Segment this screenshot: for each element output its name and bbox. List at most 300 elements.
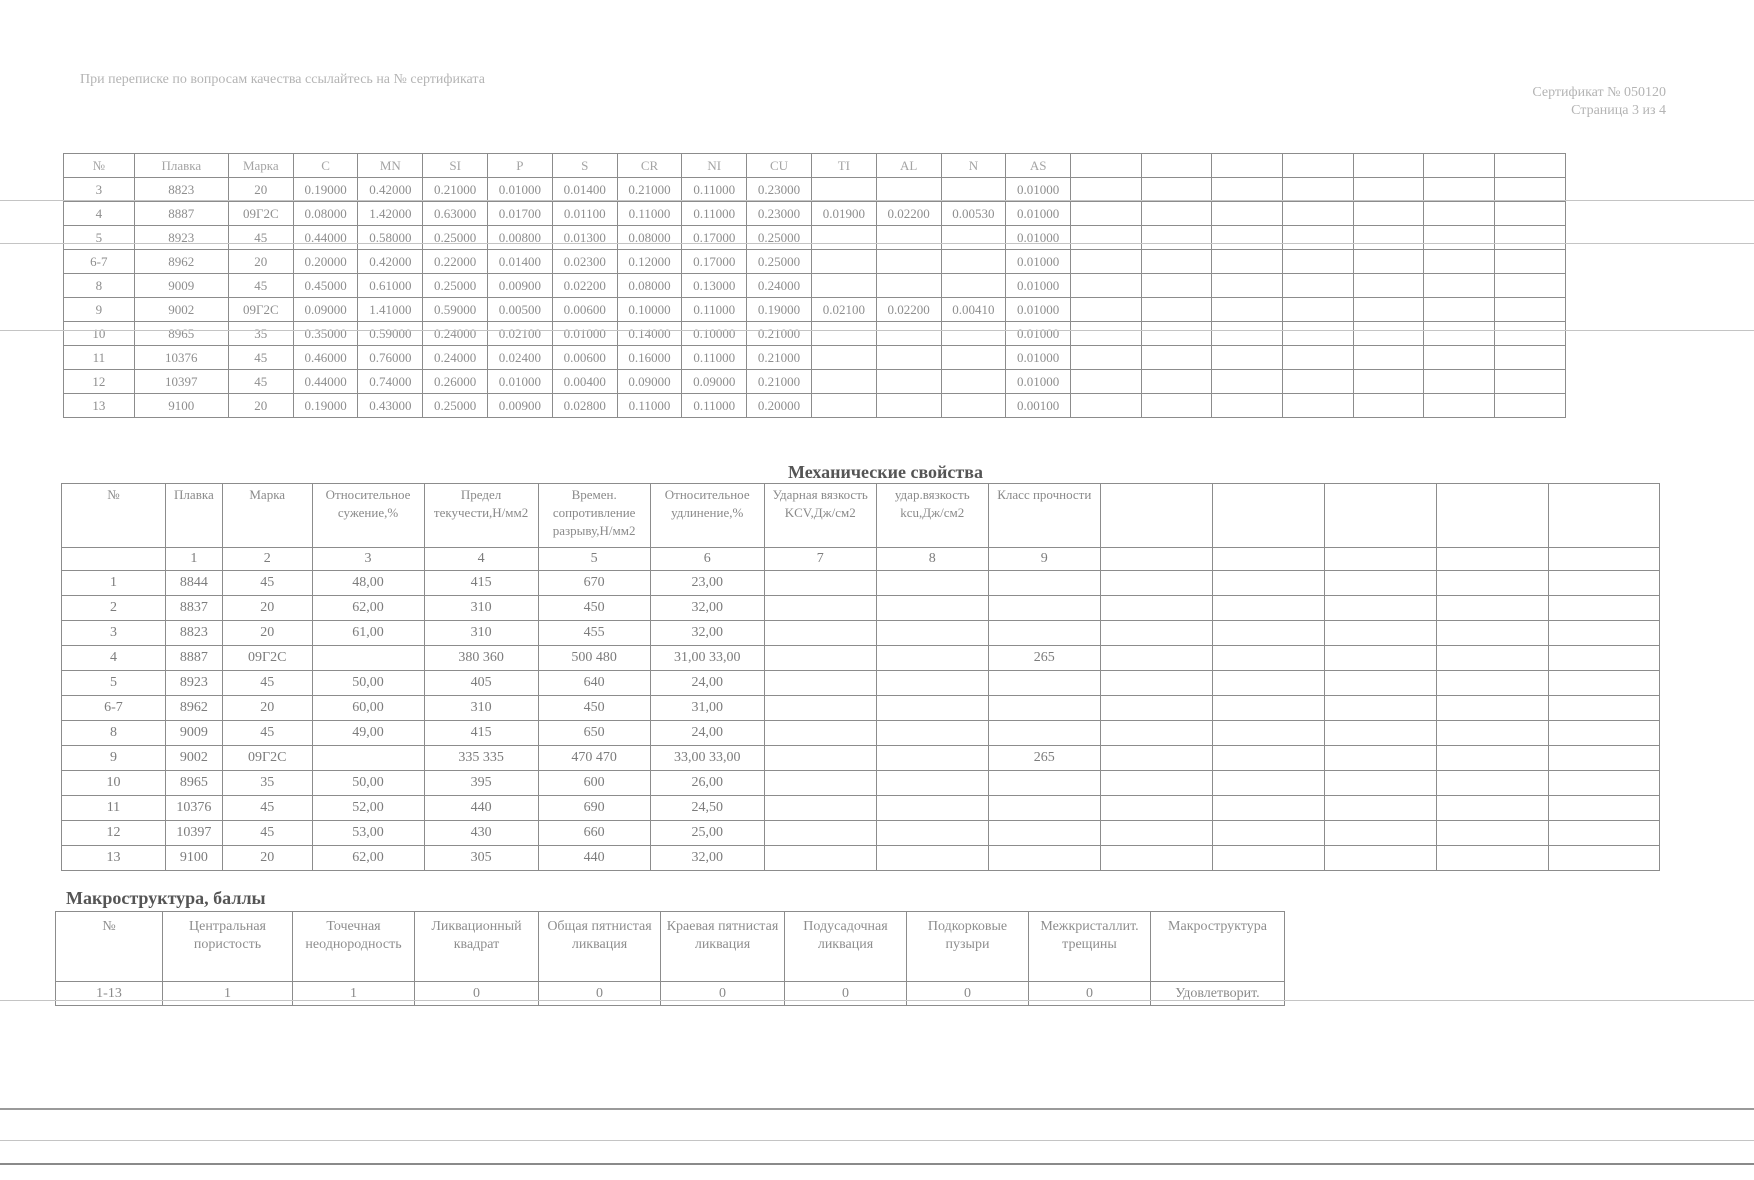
column-number (62, 548, 166, 571)
table-cell (1283, 274, 1354, 298)
column-header: Подкорковые пузыри (907, 912, 1029, 982)
table-cell (1436, 746, 1548, 771)
table-cell: 1 (62, 571, 166, 596)
table-cell: 24,00 (650, 671, 764, 696)
table-cell (764, 696, 876, 721)
table-cell: 0.23000 (747, 178, 812, 202)
table-cell: 12 (64, 370, 135, 394)
column-header: № (56, 912, 163, 982)
column-number: 2 (222, 548, 312, 571)
table-row (62, 721, 1660, 746)
table-cell (764, 646, 876, 671)
table-cell (1436, 596, 1548, 621)
column-header: Точечная неоднородность (293, 912, 415, 982)
table-cell (1324, 846, 1436, 871)
table-cell: 33,00 33,00 (650, 746, 764, 771)
table-cell: 1 (293, 982, 415, 1006)
table-cell: 45 (228, 346, 293, 370)
table-cell: 440 (538, 846, 650, 871)
table-cell: 660 (538, 821, 650, 846)
table-cell (1071, 298, 1142, 322)
table-cell (1353, 346, 1424, 370)
table-row (62, 671, 1660, 696)
table-cell: 0.42000 (358, 178, 423, 202)
table-cell: 600 (538, 771, 650, 796)
table-row (62, 621, 1660, 646)
table-cell: 0.25000 (423, 226, 488, 250)
table-cell (1141, 298, 1212, 322)
table-cell: 0.25000 (423, 274, 488, 298)
table-cell (1353, 322, 1424, 346)
table-cell: 8 (62, 721, 166, 746)
table-cell: 0.11000 (617, 394, 682, 418)
table-cell: 0.11000 (617, 202, 682, 226)
table-cell (811, 370, 876, 394)
table-cell (876, 671, 988, 696)
table-cell: 45 (222, 571, 312, 596)
table-cell (1100, 671, 1212, 696)
table-cell: 265 (988, 746, 1100, 771)
column-header (1212, 154, 1283, 178)
table-cell (876, 322, 941, 346)
table-cell: 09Г2С (228, 298, 293, 322)
table-cell (1495, 178, 1566, 202)
table-row (64, 178, 1566, 202)
table-cell: 0.00800 (488, 226, 553, 250)
certificate-header (1532, 84, 1666, 120)
table-cell: 0.01000 (488, 370, 553, 394)
table-cell (1212, 322, 1283, 346)
table-row (62, 746, 1660, 771)
table-cell: 5 (62, 671, 166, 696)
table-cell: 0.09000 (293, 298, 358, 322)
table-cell: 60,00 (312, 696, 424, 721)
table-cell: 31,00 (650, 696, 764, 721)
column-number (1548, 548, 1659, 571)
table-cell (1100, 771, 1212, 796)
table-cell (1212, 721, 1324, 746)
table-cell (941, 178, 1006, 202)
column-header (1283, 154, 1354, 178)
table-cell: 1 (163, 982, 293, 1006)
table-cell: 0.35000 (293, 322, 358, 346)
table-cell: 8965 (165, 771, 222, 796)
table-cell: 8962 (134, 250, 228, 274)
column-header: CR (617, 154, 682, 178)
table-cell (1324, 821, 1436, 846)
scan-artifact-line (0, 1163, 1754, 1165)
table-cell (1283, 202, 1354, 226)
table-cell (876, 250, 941, 274)
table-cell (1212, 178, 1283, 202)
table-cell: 1.41000 (358, 298, 423, 322)
table-cell (876, 178, 941, 202)
table-cell: 0.09000 (617, 370, 682, 394)
page-number: Страница 3 из 4 (1571, 103, 1666, 118)
column-header (1141, 154, 1212, 178)
table-cell (1141, 226, 1212, 250)
table-cell: 0.76000 (358, 346, 423, 370)
table-cell (1212, 596, 1324, 621)
column-number-row (62, 548, 1660, 571)
table-cell: 62,00 (312, 596, 424, 621)
table-cell: 11 (62, 796, 166, 821)
table-cell (876, 721, 988, 746)
table-cell: 0.02200 (876, 298, 941, 322)
table-cell: 52,00 (312, 796, 424, 821)
table-cell: 0.01000 (488, 178, 553, 202)
table-cell: 0.01000 (1006, 370, 1071, 394)
table-cell (312, 746, 424, 771)
table-cell (811, 322, 876, 346)
table-cell: 430 (424, 821, 538, 846)
table-cell: 9100 (134, 394, 228, 418)
table-cell (1100, 846, 1212, 871)
table-cell: 640 (538, 671, 650, 696)
table-cell: 0.01700 (488, 202, 553, 226)
column-header (1100, 484, 1212, 548)
table-cell (1353, 370, 1424, 394)
table-cell: 0.17000 (682, 250, 747, 274)
table-cell (1424, 346, 1495, 370)
table-cell: 49,00 (312, 721, 424, 746)
table-cell (1548, 621, 1659, 646)
table-cell: 0.19000 (293, 394, 358, 418)
table-cell (1141, 178, 1212, 202)
table-cell (988, 846, 1100, 871)
table-cell (764, 796, 876, 821)
table-cell: 265 (988, 646, 1100, 671)
table-cell: 0.11000 (682, 298, 747, 322)
table-cell: 0.20000 (747, 394, 812, 418)
table-cell (1324, 696, 1436, 721)
table-cell (1212, 646, 1324, 671)
table-cell (876, 370, 941, 394)
table-cell: 0.00900 (488, 274, 553, 298)
table-row (64, 346, 1566, 370)
table-cell (1548, 846, 1659, 871)
table-cell: 0.25000 (747, 250, 812, 274)
table-cell: 0 (1029, 982, 1151, 1006)
table-cell: 0.43000 (358, 394, 423, 418)
table-cell: 0.25000 (423, 394, 488, 418)
table-cell: 0.13000 (682, 274, 747, 298)
table-cell (1436, 696, 1548, 721)
table-cell: 0.21000 (747, 370, 812, 394)
table-cell (1424, 322, 1495, 346)
table-cell (1424, 298, 1495, 322)
column-header: Предел текучести,Н/мм2 (424, 484, 538, 548)
macrostructure-table (55, 911, 1285, 1006)
table-cell: 0.08000 (293, 202, 358, 226)
table-cell (1548, 596, 1659, 621)
column-number: 4 (424, 548, 538, 571)
table-cell: 0.26000 (423, 370, 488, 394)
table-cell: 24,00 (650, 721, 764, 746)
table-cell: 1-13 (56, 982, 163, 1006)
table-cell (988, 771, 1100, 796)
table-cell (941, 370, 1006, 394)
table-cell: 32,00 (650, 846, 764, 871)
column-header (1071, 154, 1142, 178)
table-cell (876, 746, 988, 771)
table-cell (1071, 346, 1142, 370)
column-header: S (552, 154, 617, 178)
mechanical-properties-title: Механические свойства (788, 462, 983, 482)
table-cell: 0.01300 (552, 226, 617, 250)
table-cell (1212, 394, 1283, 418)
table-cell: 0.74000 (358, 370, 423, 394)
table-cell: 45 (228, 274, 293, 298)
table-cell: 10397 (134, 370, 228, 394)
table-cell: 09Г2С (228, 202, 293, 226)
table-cell: 20 (222, 621, 312, 646)
table-cell: 0.21000 (747, 322, 812, 346)
table-cell: 0 (661, 982, 785, 1006)
table-cell: 0 (415, 982, 539, 1006)
table-cell: 415 (424, 571, 538, 596)
table-cell: 0.01000 (1006, 322, 1071, 346)
table-cell: 8923 (134, 226, 228, 250)
table-cell: 0.00400 (552, 370, 617, 394)
table-cell: 0.01400 (552, 178, 617, 202)
table-cell (1324, 796, 1436, 821)
column-number: 9 (988, 548, 1100, 571)
table-cell (1100, 821, 1212, 846)
column-header: Общая пятнистая ликвация (539, 912, 661, 982)
table-cell: 8837 (165, 596, 222, 621)
table-cell (941, 394, 1006, 418)
table-cell (1436, 821, 1548, 846)
table-cell (1324, 646, 1436, 671)
table-cell (1436, 646, 1548, 671)
table-cell: 4 (62, 646, 166, 671)
table-cell (1283, 346, 1354, 370)
table-cell: 5 (64, 226, 135, 250)
table-cell (1212, 821, 1324, 846)
table-cell: 45 (222, 671, 312, 696)
table-cell (941, 250, 1006, 274)
column-header: Класс прочности (988, 484, 1100, 548)
table-cell: 9002 (165, 746, 222, 771)
table-cell (1495, 370, 1566, 394)
table-cell: 45 (222, 721, 312, 746)
table-cell (1100, 721, 1212, 746)
column-header: Макроструктура (1151, 912, 1285, 982)
table-cell: 50,00 (312, 671, 424, 696)
table-cell: 9 (64, 298, 135, 322)
table-cell: 31,00 33,00 (650, 646, 764, 671)
table-cell (1071, 274, 1142, 298)
table-cell: 0 (539, 982, 661, 1006)
table-cell (876, 771, 988, 796)
table-cell: 0.01100 (552, 202, 617, 226)
table-cell: 45 (222, 821, 312, 846)
table-cell (1100, 696, 1212, 721)
table-cell: 10 (64, 322, 135, 346)
table-cell (1100, 571, 1212, 596)
table-cell (1495, 250, 1566, 274)
table-cell: 0.10000 (682, 322, 747, 346)
scan-artifact-line (0, 330, 1754, 331)
table-header-row (56, 912, 1285, 982)
table-cell: 0.00900 (488, 394, 553, 418)
table-cell: 20 (222, 846, 312, 871)
column-number: 7 (764, 548, 876, 571)
table-cell (876, 571, 988, 596)
table-cell (1141, 322, 1212, 346)
column-header: Подусадочная ликвация (785, 912, 907, 982)
column-number: 1 (165, 548, 222, 571)
column-number: 5 (538, 548, 650, 571)
table-cell: 12 (62, 821, 166, 846)
table-cell: 0.01000 (1006, 226, 1071, 250)
table-cell (1324, 621, 1436, 646)
table-row (62, 821, 1660, 846)
table-cell (876, 846, 988, 871)
table-cell: 0.22000 (423, 250, 488, 274)
table-cell (1548, 821, 1659, 846)
table-cell (1495, 346, 1566, 370)
table-cell (876, 821, 988, 846)
table-cell (1212, 771, 1324, 796)
table-cell: 310 (424, 621, 538, 646)
table-cell (876, 274, 941, 298)
table-cell (1324, 746, 1436, 771)
table-cell (1324, 571, 1436, 596)
table-cell (811, 394, 876, 418)
scan-artifact-line (0, 243, 1754, 244)
table-cell (1141, 202, 1212, 226)
table-cell (941, 274, 1006, 298)
table-cell (1548, 771, 1659, 796)
table-cell (1212, 696, 1324, 721)
table-cell: 0.59000 (423, 298, 488, 322)
scan-artifact-line (0, 1140, 1754, 1141)
table-cell: 8 (64, 274, 135, 298)
table-cell: 0.59000 (358, 322, 423, 346)
table-cell (988, 821, 1100, 846)
table-cell: 0.21000 (617, 178, 682, 202)
table-cell (1353, 226, 1424, 250)
table-cell (1212, 796, 1324, 821)
table-cell (811, 274, 876, 298)
table-cell: 13 (62, 846, 166, 871)
column-header (1436, 484, 1548, 548)
table-cell (1212, 370, 1283, 394)
table-cell: 455 (538, 621, 650, 646)
table-cell: 500 480 (538, 646, 650, 671)
table-cell: 0.09000 (682, 370, 747, 394)
table-cell (1495, 298, 1566, 322)
table-cell (1212, 571, 1324, 596)
table-cell (1071, 322, 1142, 346)
table-row (56, 982, 1285, 1006)
table-cell (876, 226, 941, 250)
table-cell (1424, 178, 1495, 202)
table-cell (1324, 596, 1436, 621)
column-header: TI (811, 154, 876, 178)
table-cell: 0.01000 (1006, 346, 1071, 370)
table-cell (764, 746, 876, 771)
column-header: Плавка (134, 154, 228, 178)
column-header: Ликвационный квадрат (415, 912, 539, 982)
table-cell: 8965 (134, 322, 228, 346)
table-cell (1424, 274, 1495, 298)
table-cell: 8887 (165, 646, 222, 671)
table-cell: 3 (62, 621, 166, 646)
table-cell: 395 (424, 771, 538, 796)
table-cell: Удовлетворит. (1151, 982, 1285, 1006)
table-cell (1424, 226, 1495, 250)
table-cell: 380 360 (424, 646, 538, 671)
column-header: Ударная вязкость KCV,Дж/см2 (764, 484, 876, 548)
column-header: P (488, 154, 553, 178)
table-cell (1141, 394, 1212, 418)
table-cell (1212, 298, 1283, 322)
table-cell (764, 621, 876, 646)
table-cell: 0.02200 (876, 202, 941, 226)
table-cell (1212, 846, 1324, 871)
column-header: № (64, 154, 135, 178)
table-cell: 0.17000 (682, 226, 747, 250)
table-cell: 0.11000 (682, 346, 747, 370)
column-header: CU (747, 154, 812, 178)
table-cell: 0.21000 (747, 346, 812, 370)
table-cell: 10397 (165, 821, 222, 846)
table-cell: 0.12000 (617, 250, 682, 274)
table-cell (1548, 571, 1659, 596)
column-header: C (293, 154, 358, 178)
table-cell (1353, 202, 1424, 226)
table-cell (1283, 178, 1354, 202)
table-cell (1495, 226, 1566, 250)
table-cell: 0.00600 (552, 298, 617, 322)
table-cell (1212, 621, 1324, 646)
table-cell: 0.00500 (488, 298, 553, 322)
table-cell: 0.02100 (811, 298, 876, 322)
table-cell (811, 178, 876, 202)
table-cell (1436, 621, 1548, 646)
table-cell (1436, 796, 1548, 821)
table-cell: 48,00 (312, 571, 424, 596)
table-cell: 6-7 (64, 250, 135, 274)
table-cell: 0.24000 (423, 322, 488, 346)
table-cell: 670 (538, 571, 650, 596)
table-cell: 0.01000 (1006, 178, 1071, 202)
table-cell (1141, 346, 1212, 370)
table-cell: 0.01400 (488, 250, 553, 274)
table-cell: 0.00600 (552, 346, 617, 370)
table-cell (1324, 771, 1436, 796)
table-cell: 0.11000 (682, 178, 747, 202)
table-cell: 0.01000 (1006, 274, 1071, 298)
table-cell (1071, 250, 1142, 274)
table-cell (1283, 250, 1354, 274)
table-cell: 0.20000 (293, 250, 358, 274)
table-cell (1424, 370, 1495, 394)
table-cell (1212, 226, 1283, 250)
column-header: Краевая пятнистая ликвация (661, 912, 785, 982)
table-row (62, 771, 1660, 796)
table-cell: 0.02800 (552, 394, 617, 418)
table-cell: 61,00 (312, 621, 424, 646)
column-header: Относительное удлинение,% (650, 484, 764, 548)
table-cell: 09Г2С (222, 746, 312, 771)
table-header-row (64, 154, 1566, 178)
table-cell: 0.46000 (293, 346, 358, 370)
mechanical-properties-table (61, 483, 1660, 871)
